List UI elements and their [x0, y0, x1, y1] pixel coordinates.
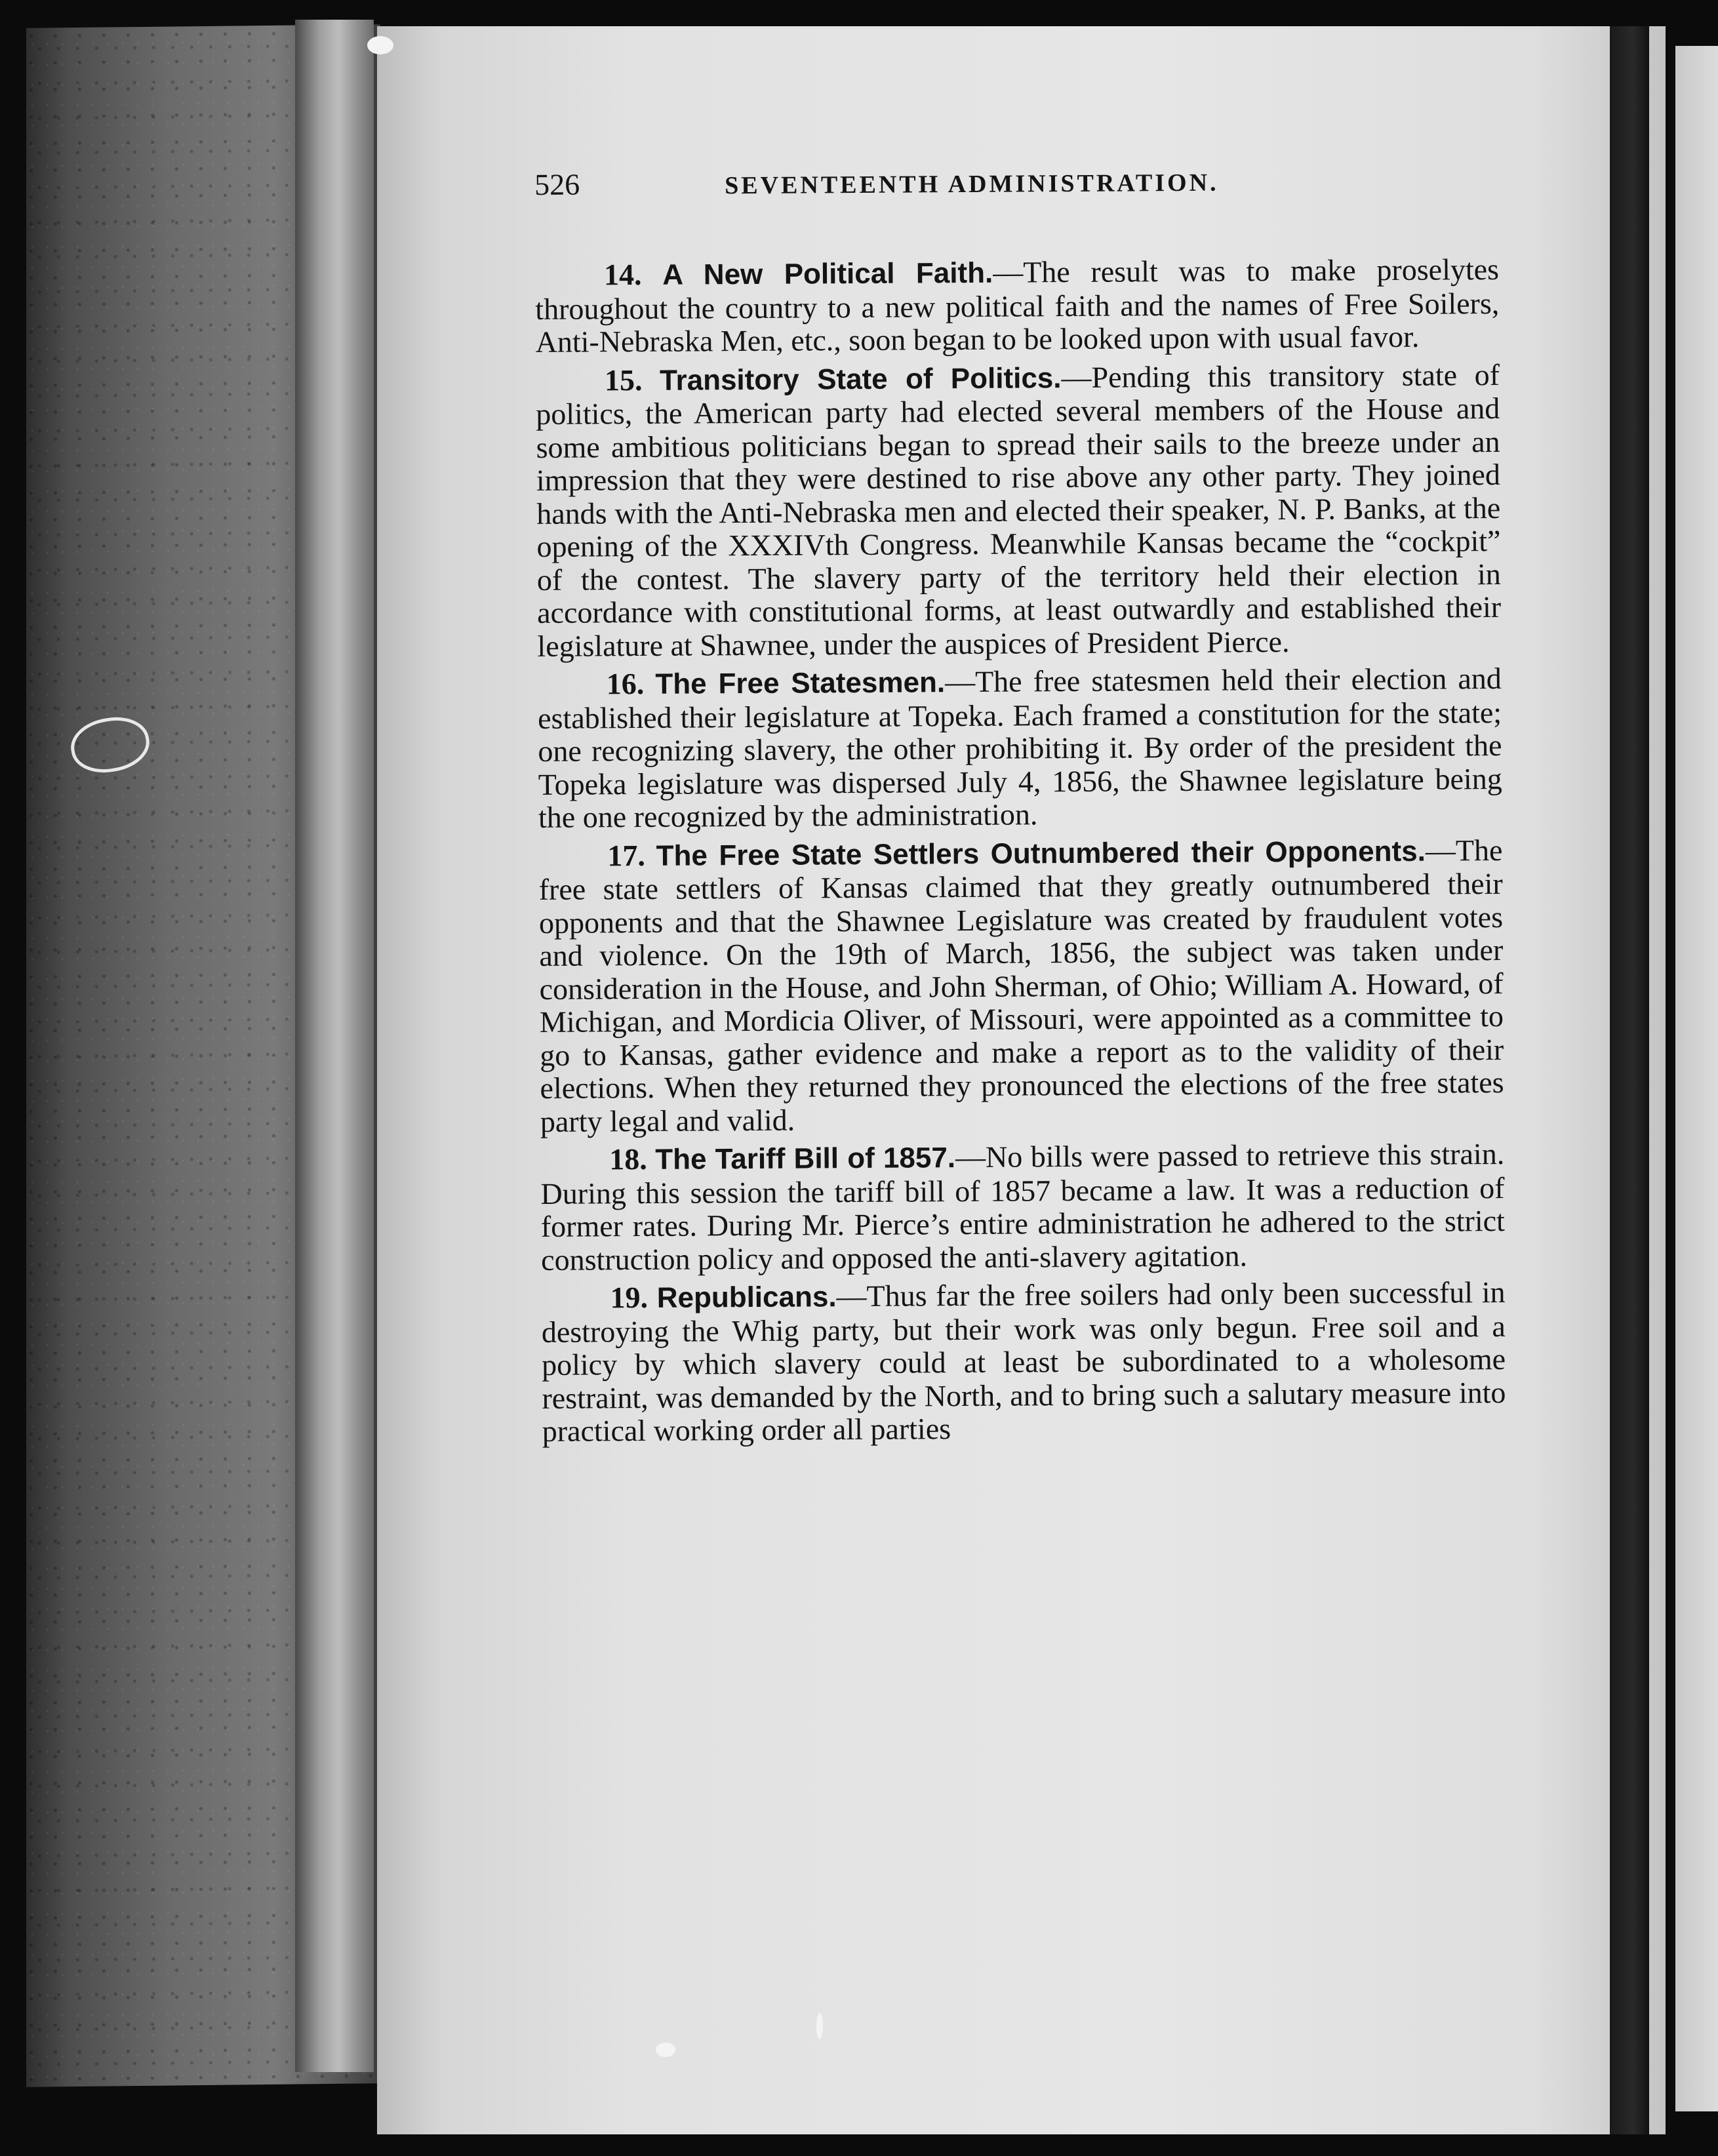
page-number: 526 [534, 167, 580, 201]
section-number: 14. [603, 258, 642, 292]
section-heading: The Tariff Bill of 1857. [655, 1142, 956, 1176]
section-body: —No bills were passed to retrieve this strain. During this session the tariff bill of 1857 became a law. It was a reduction of former rates. During Mr. Pierce’s entire administration he adhered to the strict construction policy and opposed the anti-slavery agitation. [540, 1136, 1505, 1277]
section-17 [538, 834, 1504, 1138]
section-heading: A New Political Faith. [662, 256, 993, 291]
section-19 [541, 1276, 1506, 1448]
section-heading: The Free Statesmen. [655, 666, 946, 700]
section-heading: Republicans. [656, 1281, 837, 1314]
section-body: —Thus far the free soilers had only been successful in destroying the Whig party, but their work was only begun. Free soil and a policy by which slavery could at least be subordinated to a wholesome restraint, was demanded by the North, and to bring such a salutary measure into practical working order all parties [541, 1275, 1506, 1448]
section-18 [540, 1138, 1505, 1277]
section-body: —The free state settlers of Kansas claimed that they greatly outnumbered their opponents and that the Shawnee Legislature was created by fraudulent votes and violence. On the 19th of March, 1856, the subject was taken under consideration in the House, and John Sherman, of Ohio; William A. Howard, of Michigan, and Mordicia Oliver, of Missouri, were appointed as a committee to go to Kansas, gather evidence and make a report as to the validity of their elections. When they returned they pronounced the elections of the free states party legal and valid. [538, 833, 1504, 1138]
film-dust-spot [656, 2043, 675, 2057]
section-heading: Transitory State of Politics. [659, 361, 1062, 397]
running-head-title: SEVENTEENTH ADMINISTRATION. [725, 169, 1219, 200]
film-dust-spot [367, 36, 393, 54]
section-body: —The result was to make proselytes throughout the country to a new political faith and the names of Free Soilers, Anti-Nebraska Men, etc., soon began to be looked upon with usual favor. [535, 252, 1500, 359]
section-16 [538, 662, 1503, 834]
section-body: —The free statesmen held their election and established their legislature at Topeka. Each framed a constitution for the state; one recognizing slavery, the other prohibiting it. By order of the president the Topeka legislature was dispersed July 4, 1856, the Shawnee legislature being the one recognized by the administration. [537, 662, 1502, 834]
section-number: 15. [604, 363, 643, 397]
page-text [534, 161, 1506, 1448]
section-number: 18. [609, 1142, 647, 1176]
section-15 [536, 359, 1502, 663]
running-head [534, 161, 1498, 220]
section-number: 17. [607, 838, 646, 872]
section-number: 16. [606, 666, 645, 701]
adjacent-page-edge [1675, 46, 1718, 2111]
section-14 [535, 253, 1500, 359]
book-edge-highlight [295, 20, 374, 2072]
gutter-shadow [1610, 26, 1649, 2134]
section-number: 19. [610, 1280, 649, 1315]
section-heading: The Free State Settlers Outnumbered their Opponents. [656, 835, 1426, 872]
film-dust-spot [816, 2013, 823, 2039]
section-body: —Pending this transitory state of politics, the American party had elected several members of the House and some ambitious politicians began to spread their sails to the breeze under an impression that they were destined to rise above any other party. They joined hands with the Anti-Nebraska men and elected their speaker, N. P. Banks, at the opening of the XXXIVth Congress. Meanwhile Kansas became the “cockpit” of the contest. The slavery party of the territory held their election in accordance with constitutional forms, at least outwardly and established their legislature at Shawnee, under the auspices of President Pierce. [536, 357, 1502, 663]
